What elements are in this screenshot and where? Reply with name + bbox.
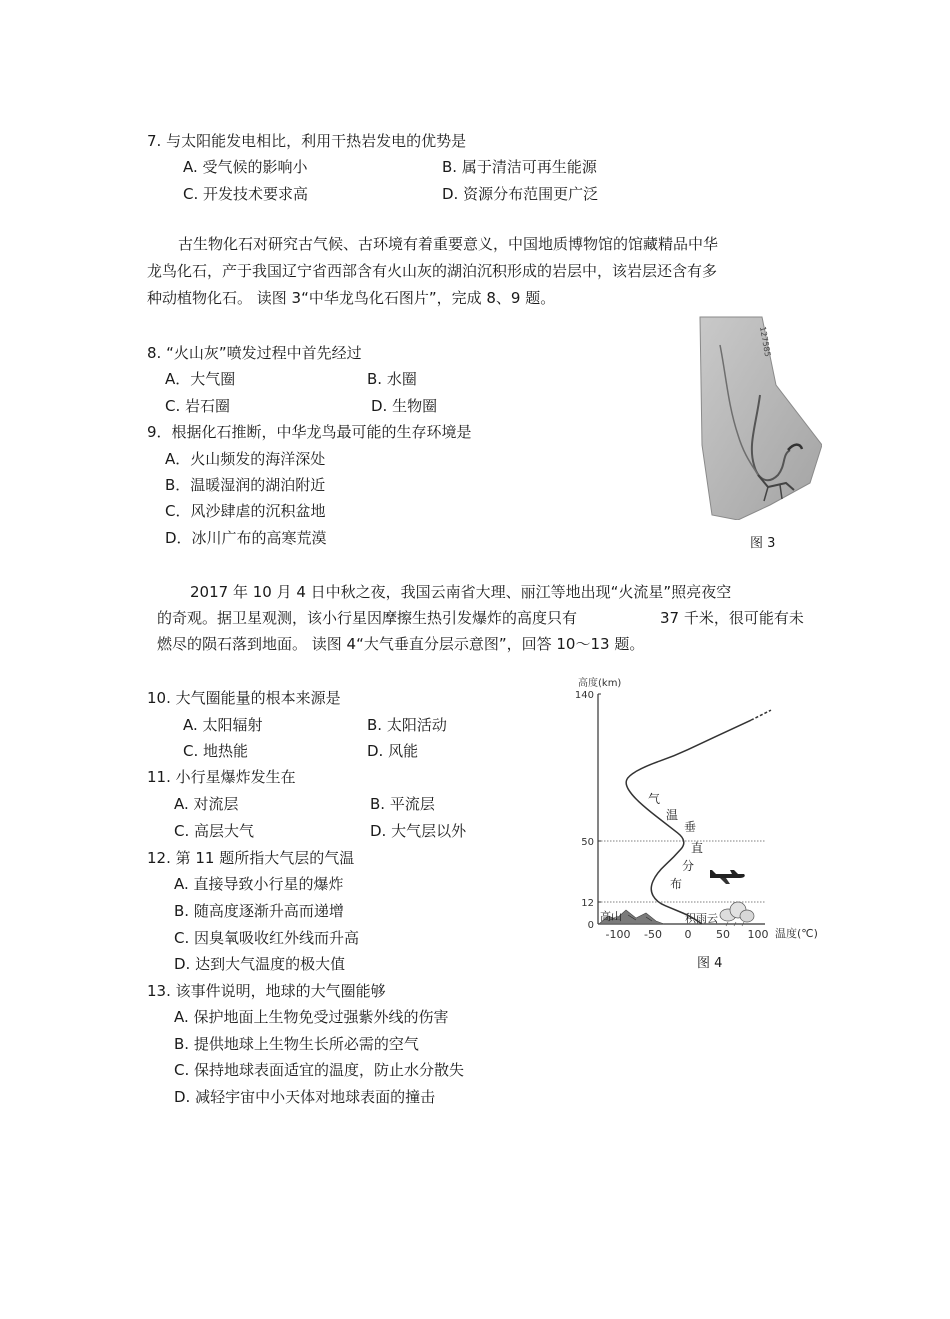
atmosphere-chart [560,672,840,944]
curve-label-char: 垂 [684,820,697,834]
fossil-image [698,315,822,520]
x-tick-label: -50 [644,928,662,941]
q12-stem: 12. 第 11 题所指大气层的气温 [147,849,355,867]
passage2-line2b: 37 千米，很可能有未 [660,609,804,627]
x-tick-label: 50 [716,928,730,941]
q10-option-c: C. 地热能 [183,742,249,760]
passage1-line3: 种动植物化石。 读图 3“中华龙鸟化石图片”，完成 8、9 题。 [147,289,556,307]
x-tick-label: -100 [605,928,631,941]
curve-label-char: 气 [648,792,661,806]
q10-option-d: D. 风能 [367,742,419,760]
y-axis-label: 高度(km) [578,678,622,689]
airplane-icon [710,870,745,884]
q10-option-b: B. 太阳活动 [367,716,447,734]
q11-option-a: A. 对流层 [174,795,239,813]
fossil-specimen-label: 127585 [758,325,773,358]
q8-stem: 8. “火山灰”喷发过程中首先经过 [147,344,362,362]
x-tick-label: 100 [747,928,769,941]
q7-option-c: C. 开发技术要求高 [183,185,309,203]
q9-option-a: A．火山频发的海洋深处 [165,450,326,468]
q8-option-b: B. 水圈 [367,370,417,388]
q11-option-c: C. 高层大气 [174,822,255,840]
q11-option-b: B. 平流层 [370,795,435,813]
q7-option-b: B. 属于清洁可再生能源 [442,158,597,176]
y-tick-label: 50 [581,837,594,848]
passage2-line1: 2017 年 10 月 4 日中秋之夜，我国云南省大理、丽江等地出现“火流星”照亮夜空 [190,583,732,601]
passage1-line1: 古生物化石对研究古气候、古环境有着重要意义，中国地质博物馆的馆藏精品中华 [178,235,719,253]
label-cumulonimbus: 积雨云 [685,912,718,925]
q9-stem: 9．根据化石推断，中华龙鸟最可能的生存环境是 [147,423,472,441]
curve-label-char: 布 [670,877,683,891]
q8-option-a: A．大气圈 [165,370,236,388]
curve-label-char: 分 [682,859,695,873]
q9-option-c: C．风沙肆虐的沉积盆地 [165,502,326,520]
q12-option-d: D. 达到大气温度的极大值 [174,955,346,973]
temperature-curve-extension [751,710,771,720]
q10-stem: 10. 大气圈能量的根本来源是 [147,689,341,707]
q13-option-d: D. 减轻宇宙中小天体对地球表面的撞击 [174,1088,436,1106]
cumulonimbus-cloud-icon [720,902,754,926]
q7-option-d: D. 资源分布范围更广泛 [442,185,599,203]
curve-label-char: 直 [691,841,704,855]
passage2-line2a: 的奇观。据卫星观测，该小行星因摩擦生热引发爆炸的高度只有 [157,609,578,627]
q9-option-b: B．温暖湿润的湖泊附近 [165,476,326,494]
q8-option-c: C. 岩石圈 [165,397,231,415]
q13-option-b: B. 提供地球上生物生长所必需的空气 [174,1035,419,1053]
q12-option-c: C. 因臭氧吸收红外线而升高 [174,929,360,947]
q11-stem: 11. 小行星爆炸发生在 [147,768,296,786]
q8-option-d: D. 生物圈 [371,397,438,415]
x-axis-label: 温度(℃) [775,927,818,940]
y-tick-label: 140 [574,690,594,701]
figure-4-caption: 图 4 [697,956,723,971]
y-tick-label: 0 [587,920,594,931]
q13-option-a: A. 保护地面上生物免受过强紫外线的伤害 [174,1008,449,1026]
q10-option-a: A. 太阳辐射 [183,716,263,734]
q13-option-c: C. 保持地球表面适宜的温度，防止水分散失 [174,1061,465,1079]
passage1-line2: 龙鸟化石，产于我国辽宁省西部含有火山灰的湖泊沉积形成的岩层中，该岩层还含有多 [147,262,718,280]
passage2-line3: 燃尽的陨石落到地面。 读图 4“大气垂直分层示意图”，回答 10～13 题。 [157,635,645,653]
curve-label-char: 温 [666,808,679,822]
q7-stem: 7. 与太阳能发电相比，利用干热岩发电的优势是 [147,132,467,150]
q13-stem: 13. 该事件说明，地球的大气圈能够 [147,982,386,1000]
q12-option-b: B. 随高度逐渐升高而递增 [174,902,344,920]
y-tick-label: 12 [581,898,594,909]
fossil-slab [700,317,822,520]
figure-3-caption: 图 3 [750,536,776,551]
q7-option-a: A. 受气候的影响小 [183,158,308,176]
x-tick-label: 0 [684,928,692,941]
q12-option-a: A. 直接导致小行星的爆炸 [174,875,344,893]
q9-option-d: D．冰川广布的高寒荒漠 [165,529,327,547]
label-mountain: 高山 [600,910,622,923]
q11-option-d: D. 大气层以外 [370,822,467,840]
